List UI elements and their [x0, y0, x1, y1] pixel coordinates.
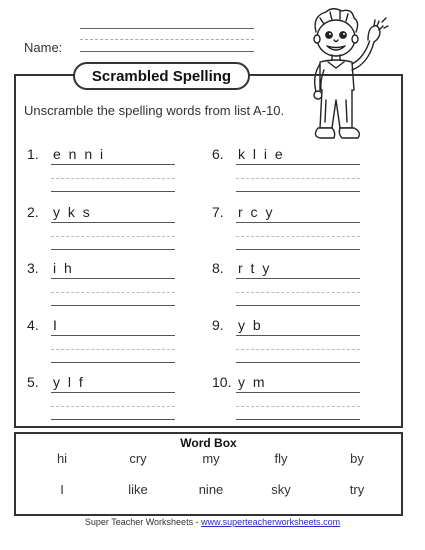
footer	[0, 517, 425, 527]
answer-line[interactable]	[236, 335, 360, 336]
answer-line[interactable]	[51, 392, 175, 393]
answer-line[interactable]	[236, 222, 360, 223]
item-number: 6.	[212, 146, 224, 162]
answer-dashed-line	[51, 178, 175, 179]
worksheet-title: Scrambled Spelling	[73, 62, 250, 90]
answer-dashed-line	[51, 236, 175, 237]
answer-baseline	[236, 419, 360, 420]
word-box-word: like	[128, 482, 148, 497]
answer-baseline	[51, 191, 175, 192]
answer-baseline	[236, 362, 360, 363]
footer-link[interactable]: www.superteacherworksheets.com	[201, 517, 341, 527]
item-number: 10.	[212, 374, 232, 390]
word-box-word: fly	[274, 451, 288, 466]
answer-baseline	[51, 305, 175, 306]
answer-baseline	[236, 191, 360, 192]
word-box-word: hi	[56, 451, 68, 466]
item-number: 5.	[27, 374, 39, 390]
answer-line[interactable]	[51, 335, 175, 336]
scrambled-word: y b	[238, 317, 263, 333]
answer-dashed-line	[236, 349, 360, 350]
name-label: Name:	[24, 40, 63, 55]
answer-dashed-line	[51, 349, 175, 350]
item-number: 9.	[212, 317, 224, 333]
item-number: 2.	[27, 204, 39, 220]
answer-line[interactable]	[51, 164, 175, 165]
scrambled-word: r c y	[238, 204, 275, 220]
answer-dashed-line	[236, 178, 360, 179]
word-box-word: I	[60, 482, 64, 497]
item-number: 4.	[27, 317, 39, 333]
scrambled-word: y k s	[53, 204, 92, 220]
answer-baseline	[236, 305, 360, 306]
answer-baseline	[51, 249, 175, 250]
word-box-word: by	[350, 451, 364, 466]
answer-dashed-line	[236, 236, 360, 237]
item-number: 1.	[27, 146, 39, 162]
answer-line[interactable]	[51, 222, 175, 223]
answer-baseline	[51, 419, 175, 420]
scrambled-word: e n n i	[53, 146, 106, 162]
footer-text: Super Teacher Worksheets -	[84, 517, 202, 527]
answer-line[interactable]	[51, 278, 175, 279]
scrambled-word: r t y	[238, 260, 272, 276]
name-line-top	[80, 28, 254, 29]
word-box-word: my	[202, 451, 220, 466]
word-box-word: sky	[271, 482, 291, 497]
word-box-word: cry	[129, 451, 147, 466]
word-box-word: nine	[198, 482, 224, 497]
answer-line[interactable]	[236, 164, 360, 165]
name-line-bottom[interactable]	[80, 51, 254, 52]
answer-dashed-line	[236, 406, 360, 407]
word-box-word: try	[349, 482, 365, 497]
name-line-dashed	[80, 39, 254, 40]
item-number: 8.	[212, 260, 224, 276]
scrambled-word: i h	[53, 260, 74, 276]
answer-dashed-line	[236, 292, 360, 293]
scrambled-word: k l i e	[238, 146, 285, 162]
answer-dashed-line	[51, 406, 175, 407]
scrambled-word: I	[53, 317, 59, 333]
word-box-title: Word Box	[180, 436, 237, 450]
instructions-text: Unscramble the spelling words from list A-10.	[24, 103, 285, 118]
answer-line[interactable]	[236, 392, 360, 393]
answer-dashed-line	[51, 292, 175, 293]
item-number: 7.	[212, 204, 224, 220]
answer-baseline	[236, 249, 360, 250]
answer-line[interactable]	[236, 278, 360, 279]
scrambled-word: y l f	[53, 374, 85, 390]
item-number: 3.	[27, 260, 39, 276]
scrambled-word: y m	[238, 374, 267, 390]
answer-baseline	[51, 362, 175, 363]
